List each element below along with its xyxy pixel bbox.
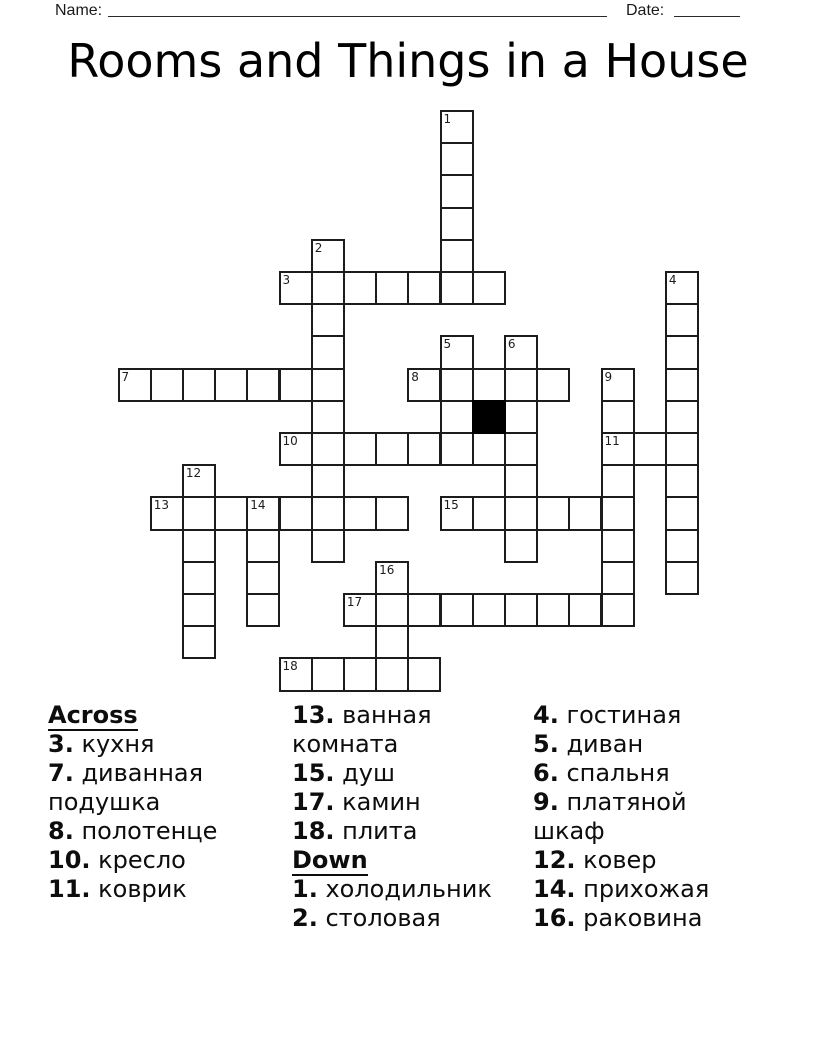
cell-number: 6 <box>507 337 516 352</box>
crossword-cell[interactable] <box>150 368 184 402</box>
crossword-cell[interactable] <box>536 496 570 530</box>
clue-1: 1. холодильник <box>292 875 492 903</box>
crossword-cell[interactable] <box>311 239 345 273</box>
crossword-cell[interactable] <box>440 335 474 369</box>
crossword-cell[interactable] <box>601 464 635 498</box>
cell-number: 5 <box>443 337 452 352</box>
crossword-cell[interactable] <box>536 368 570 402</box>
crossword-cell[interactable] <box>311 657 345 691</box>
clue-15: 15. душ <box>292 759 395 787</box>
clue-16: 16. раковина <box>533 904 703 932</box>
crossword-cell[interactable] <box>440 110 474 144</box>
down-header: Down <box>292 846 368 874</box>
crossword-cell[interactable] <box>601 529 635 563</box>
crossword-cell[interactable] <box>246 368 280 402</box>
crossword-cell[interactable] <box>343 657 377 691</box>
cell-number: 11 <box>604 434 620 448</box>
crossword-cell[interactable] <box>375 271 409 305</box>
cell-number: 8 <box>411 369 419 384</box>
crossword-cell[interactable] <box>375 625 409 659</box>
crossword-cell[interactable] <box>601 496 635 530</box>
crossword-cell[interactable] <box>407 657 441 691</box>
crossword-cell[interactable] <box>375 496 409 530</box>
clue-17: 17. камин <box>292 788 421 816</box>
clue-5: 5. диван <box>533 730 644 758</box>
cell-number: 1 <box>443 112 452 126</box>
crossword-cell[interactable] <box>665 496 699 530</box>
crossword-cell[interactable] <box>665 335 699 369</box>
crossword-cell[interactable] <box>214 368 248 402</box>
crossword-cell[interactable] <box>182 593 216 627</box>
crossword-cell[interactable] <box>472 432 506 466</box>
clue-column-middle <box>292 701 514 933</box>
crossword-cell[interactable] <box>504 432 538 466</box>
clue-column-right <box>533 701 741 933</box>
crossword-cell[interactable] <box>504 529 538 563</box>
crossword-cell[interactable] <box>375 593 409 627</box>
cell-number: 7 <box>121 369 130 384</box>
crossword-cell[interactable] <box>665 368 699 402</box>
crossword-cell[interactable] <box>440 142 474 176</box>
crossword-cell[interactable] <box>279 496 313 530</box>
crossword-cell[interactable] <box>407 593 441 627</box>
crossword-cell[interactable] <box>536 593 570 627</box>
crossword-cell[interactable] <box>311 335 345 369</box>
clue-10: 10. кресло <box>48 846 186 874</box>
clue-13: 13. ванная комната <box>292 701 432 758</box>
crossword-cell[interactable] <box>343 593 377 627</box>
crossword-cell[interactable] <box>311 432 345 466</box>
crossword-cell[interactable] <box>279 657 313 691</box>
crossword-cell[interactable] <box>407 271 441 305</box>
crossword-cell[interactable] <box>279 432 313 466</box>
cell-number: 10 <box>282 434 298 448</box>
cell-number: 12 <box>185 466 202 481</box>
crossword-cell[interactable] <box>375 561 409 595</box>
crossword-cell[interactable] <box>182 529 216 563</box>
date-label: Date: <box>626 2 665 19</box>
crossword-cell[interactable] <box>279 368 313 402</box>
crossword-cell[interactable] <box>118 368 152 402</box>
crossword-cell[interactable] <box>311 464 345 498</box>
crossword-cell[interactable] <box>472 271 506 305</box>
cell-number: 9 <box>604 369 613 384</box>
crossword-cell[interactable] <box>182 464 216 498</box>
crossword-cell[interactable] <box>568 593 602 627</box>
crossword-cell[interactable] <box>504 335 538 369</box>
crossword-cell[interactable] <box>246 561 280 595</box>
crossword-cell[interactable] <box>504 368 538 402</box>
crossword-cell[interactable] <box>504 400 538 434</box>
crossword-cell[interactable] <box>601 593 635 627</box>
blocked-cell <box>472 400 506 434</box>
crossword-cell[interactable] <box>246 529 280 563</box>
crossword-cell[interactable] <box>375 657 409 691</box>
crossword-cell[interactable] <box>440 368 474 402</box>
crossword-cell[interactable] <box>601 368 635 402</box>
cell-number: 2 <box>314 240 323 255</box>
crossword-cell[interactable] <box>246 496 280 530</box>
crossword-cell[interactable] <box>343 432 377 466</box>
clue-2: 2. столовая <box>292 904 441 932</box>
cell-number: 14 <box>250 498 266 513</box>
clue-column-left <box>48 701 260 904</box>
clue-3: 3. кухня <box>48 730 155 758</box>
crossword-cell[interactable] <box>182 625 216 659</box>
crossword-cell[interactable] <box>214 496 248 530</box>
crossword-cell[interactable] <box>472 496 506 530</box>
crossword-cell[interactable] <box>311 529 345 563</box>
crossword-cell[interactable] <box>311 271 345 305</box>
name-input-line[interactable] <box>108 0 607 17</box>
crossword-cell[interactable] <box>311 303 345 337</box>
crossword-cell[interactable] <box>665 561 699 595</box>
puzzle-title: Rooms and Things in a House <box>67 34 749 88</box>
crossword-cell[interactable] <box>472 368 506 402</box>
crossword-cell[interactable] <box>440 174 474 208</box>
crossword-cell[interactable] <box>472 593 506 627</box>
crossword-cell[interactable] <box>246 593 280 627</box>
crossword-cell[interactable] <box>665 400 699 434</box>
crossword-cell[interactable] <box>440 207 474 241</box>
crossword-cell[interactable] <box>182 561 216 595</box>
cell-number: 15 <box>443 498 459 513</box>
crossword-cell[interactable] <box>440 400 474 434</box>
date-input-line[interactable] <box>674 0 740 17</box>
crossword-cell[interactable] <box>665 529 699 563</box>
cell-number: 16 <box>379 562 395 577</box>
clue-7: 7. диванная подушка <box>48 759 204 816</box>
crossword-cell[interactable] <box>665 271 699 305</box>
crossword-cell[interactable] <box>440 432 474 466</box>
crossword-cell[interactable] <box>601 400 635 434</box>
crossword-cell[interactable] <box>440 593 474 627</box>
crossword-cell[interactable] <box>182 368 216 402</box>
crossword-cell[interactable] <box>407 432 441 466</box>
clue-12: 12. ковер <box>533 846 657 874</box>
crossword-cell[interactable] <box>665 464 699 498</box>
crossword-cell[interactable] <box>601 432 635 466</box>
crossword-cell[interactable] <box>311 368 345 402</box>
crossword-cell[interactable] <box>504 593 538 627</box>
crossword-cell[interactable] <box>665 432 699 466</box>
crossword-cell[interactable] <box>568 496 602 530</box>
crossword-cell[interactable] <box>279 271 313 305</box>
crossword-cell[interactable] <box>504 464 538 498</box>
crossword-cell[interactable] <box>665 303 699 337</box>
clue-9: 9. платяной шкаф <box>533 788 687 845</box>
crossword-cell[interactable] <box>633 432 667 466</box>
cell-number: 3 <box>282 273 291 287</box>
clue-6: 6. спальня <box>533 759 670 787</box>
clue-14: 14. прихожая <box>533 875 710 903</box>
crossword-cell[interactable] <box>150 496 184 530</box>
crossword-cell[interactable] <box>440 271 474 305</box>
crossword-cell[interactable] <box>407 368 441 402</box>
crossword-cell[interactable] <box>440 239 474 273</box>
crossword-cell[interactable] <box>343 496 377 530</box>
crossword-cell[interactable] <box>601 561 635 595</box>
crossword-cell[interactable] <box>440 496 474 530</box>
clue-18: 18. плита <box>292 817 418 845</box>
cell-number: 17 <box>346 595 363 609</box>
across-header: Across <box>48 701 138 729</box>
name-label: Name: <box>55 2 103 19</box>
cell-number: 18 <box>282 659 298 674</box>
crossword-cell[interactable] <box>311 496 345 530</box>
crossword-cell[interactable] <box>343 271 377 305</box>
clue-4: 4. гостиная <box>533 701 682 729</box>
clue-8: 8. полотенце <box>48 817 218 845</box>
cell-number: 4 <box>668 273 677 287</box>
crossword-cell[interactable] <box>311 400 345 434</box>
clue-11: 11. коврик <box>48 875 187 903</box>
crossword-cell[interactable] <box>182 496 216 530</box>
crossword-cell[interactable] <box>375 432 409 466</box>
cell-number: 13 <box>153 498 169 513</box>
crossword-cell[interactable] <box>504 496 538 530</box>
